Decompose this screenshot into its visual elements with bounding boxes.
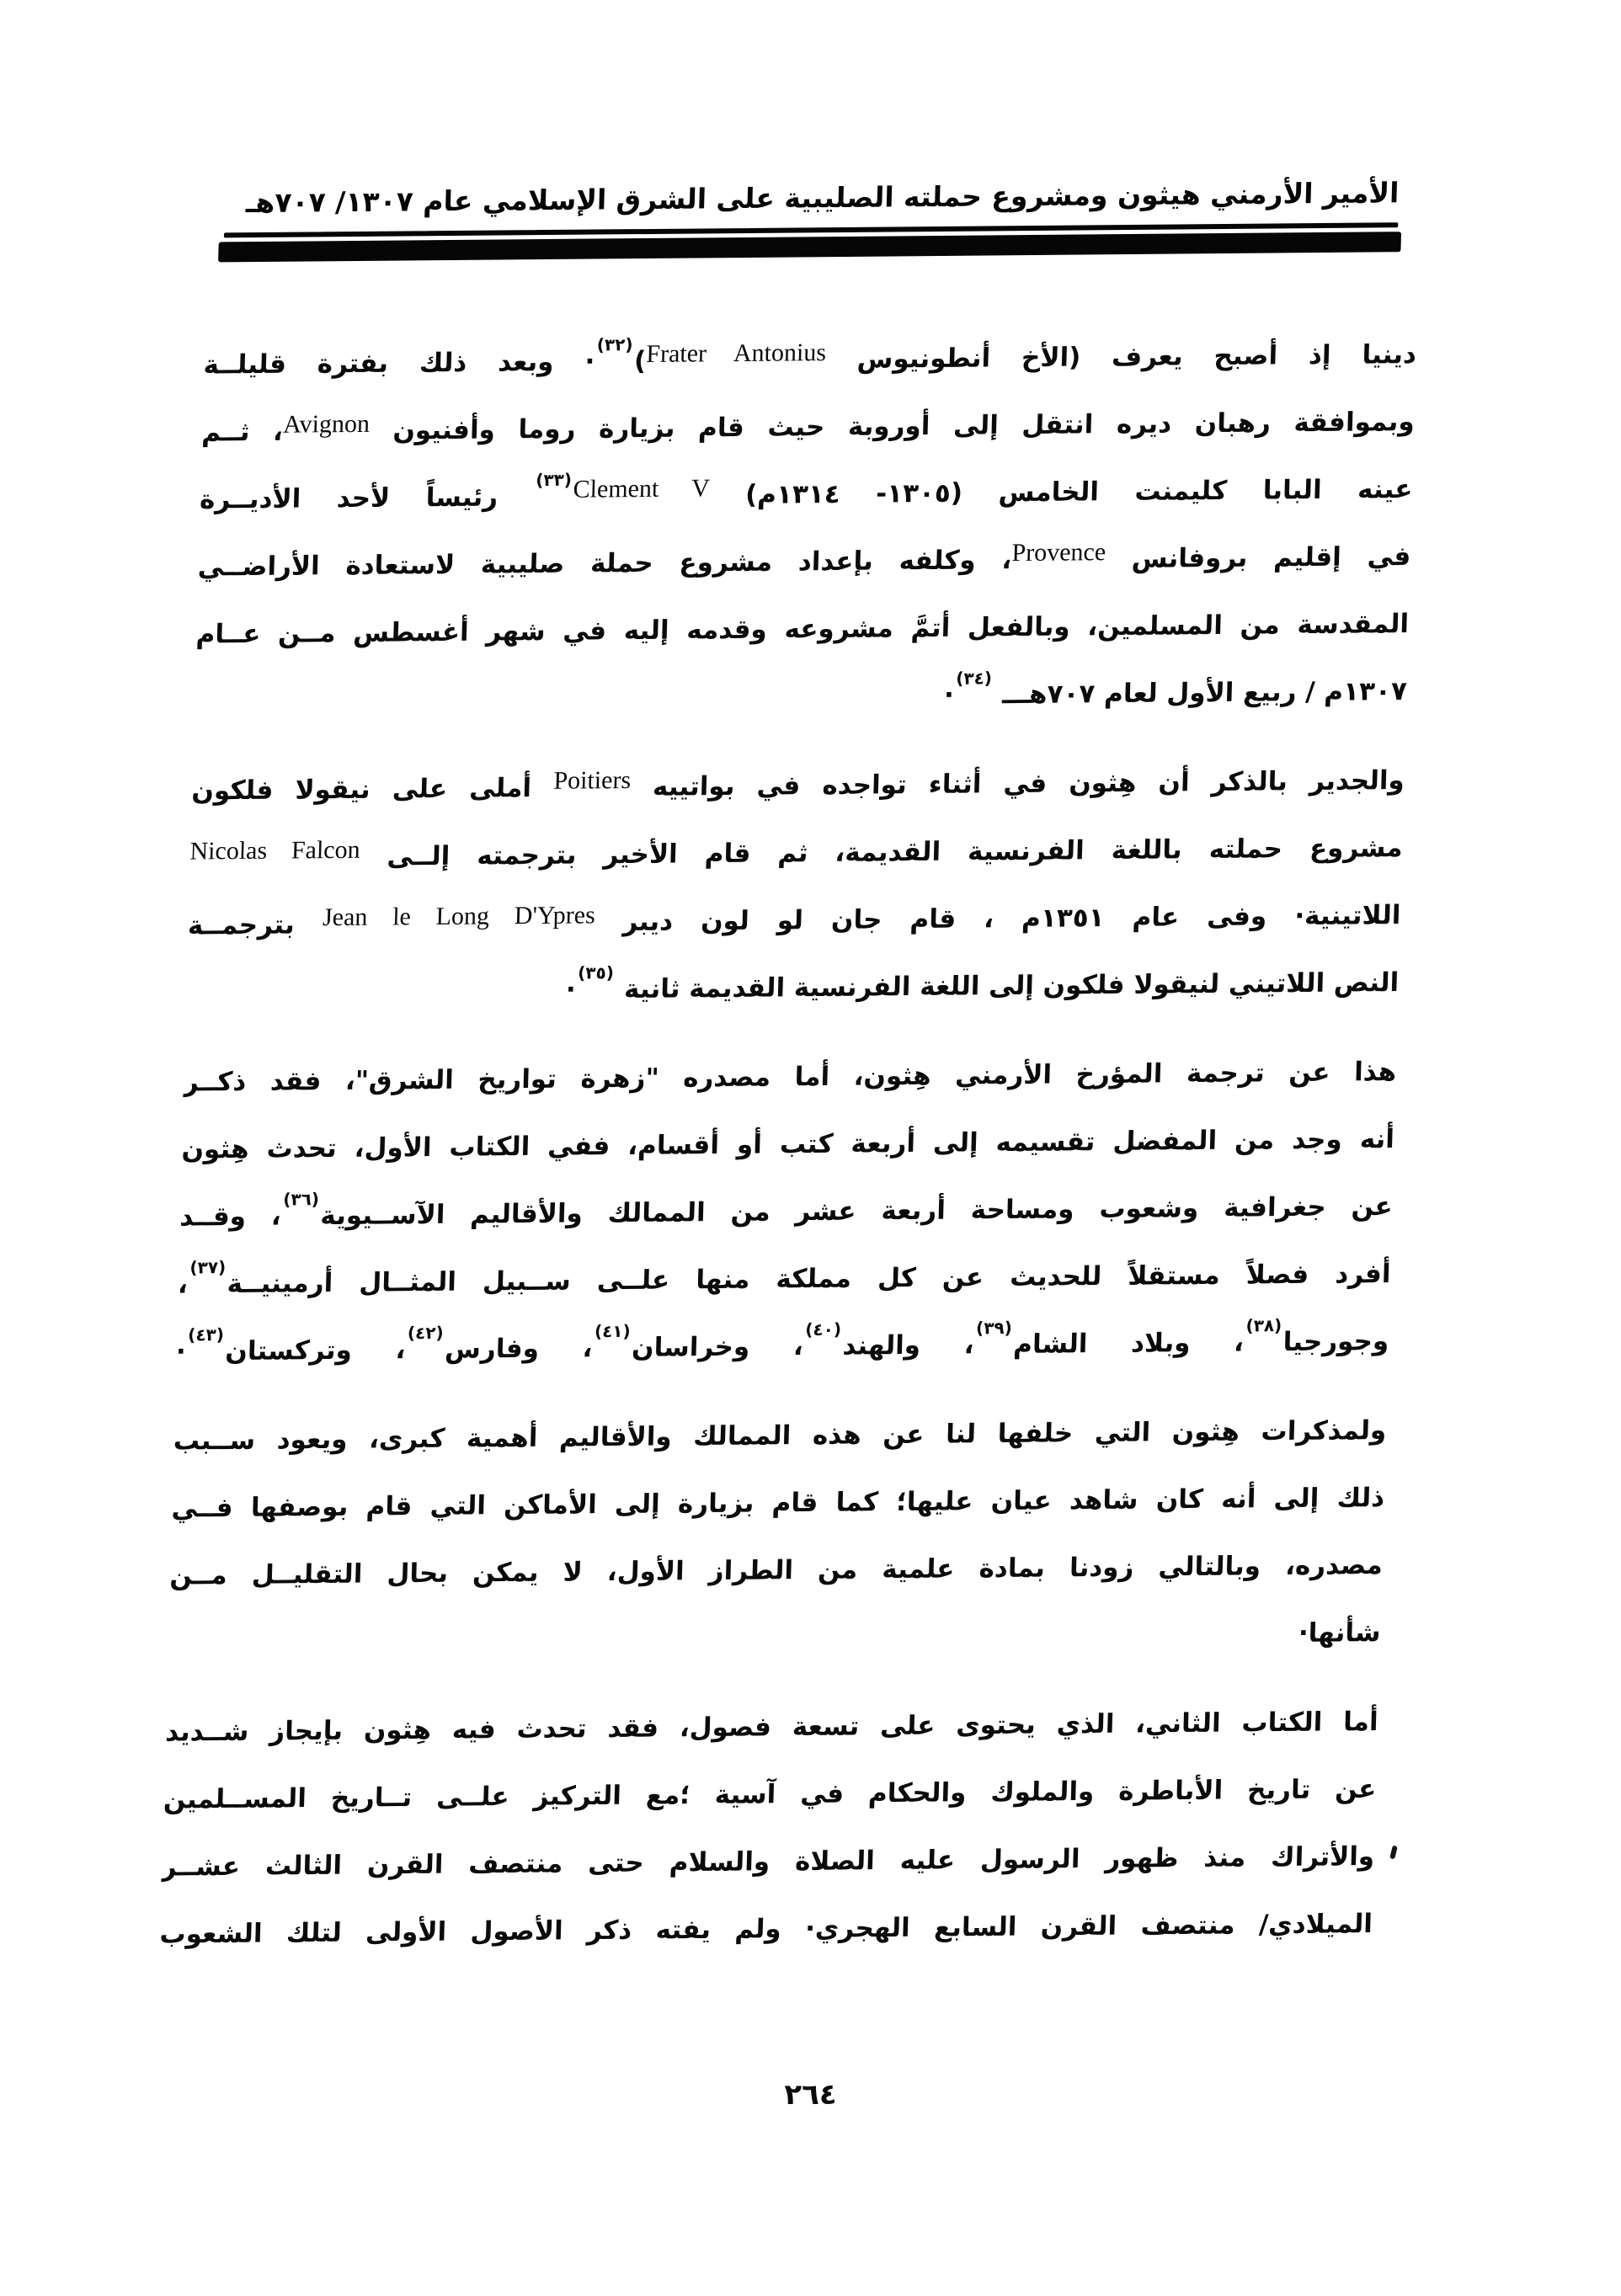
arabic-text: والجدير بالذكر أن هِثون في أثناء تواجده في بواتييه <box>630 765 1405 803</box>
footnote-marker: (٣٨) <box>1245 1315 1282 1336</box>
text-line <box>180 1105 1395 1184</box>
latin-term: Nicolas Falcon <box>189 835 361 866</box>
arabic-text: أنه وجد من المفضل تقسيمه إلى أربعة كتب أو أقسام، ففي الكتاب الأول، تحدث هِثون <box>181 1124 1395 1165</box>
arabic-text: بترجمــة <box>187 909 323 941</box>
arabic-text: ١٣٠٧م / ربيع الأول لعام ٧٠٧هـــ <box>992 676 1408 711</box>
arabic-text: وجورجيا <box>1282 1326 1389 1358</box>
arabic-text: · <box>565 974 577 1005</box>
text-line <box>175 1308 1390 1386</box>
text-line <box>168 1532 1384 1610</box>
arabic-text: مشروع حملته باللغة الفرنسية القديمة، ثم قام الأخير بترجمته إلــى <box>359 833 1404 872</box>
arabic-text: ، وبلاد الشام <box>1012 1327 1245 1361</box>
text-line <box>179 1173 1394 1251</box>
arabic-text: في إقليم بروفانس <box>1105 541 1411 575</box>
arabic-text: ولمذكرات هِثون التي خلفها لنا عن هذه الممالك والأقاليم أهمية كبرى، ويعود ســبب <box>173 1415 1387 1457</box>
scanned-sheet <box>158 173 1421 1990</box>
text-line <box>163 1755 1378 1834</box>
arabic-text: ، ثــم <box>200 416 284 448</box>
footnote-marker: (٣٣) <box>535 469 573 491</box>
arabic-text: الميلادي/ منتصف القرن السابع الهجري· ولم يفته ذكر الأصول الأولى لتلك الشعوب <box>159 1909 1373 1950</box>
arabic-text: أما الكتاب الثاني، الذي يحتوى على تسعة فصول، فقد تحدث فيه هِثون بإيجاز شــديد <box>164 1707 1379 1748</box>
paragraph <box>185 747 1405 1027</box>
arabic-text: دينيا إذ أصبح يعرف (الأخ أنطونيوس <box>825 339 1417 376</box>
arabic-text: اللاتينية· وفى عام ١٣٥١م ، قام جان لو لون ديبر <box>595 900 1401 938</box>
arabic-text: وبموافقة رهبان ديره انتقل إلى أوروبة حيث قام بزيارة روما وأفنيون <box>369 407 1416 447</box>
text-line <box>187 882 1402 960</box>
text-line <box>167 1599 1382 1677</box>
latin-term: Provence <box>1011 538 1106 567</box>
paragraph <box>158 1688 1378 1968</box>
text-line <box>197 523 1412 601</box>
text-line <box>185 949 1400 1027</box>
arabic-text: ) <box>633 346 647 377</box>
arabic-text: ، وكلفه بإعداد مشروع حملة صليبية لاستعادة الأراضــي <box>197 545 1012 583</box>
arabic-text: رئيساً لأحد الأديــرة <box>199 482 535 515</box>
footnote-marker: (٤٠) <box>805 1318 842 1340</box>
latin-term: Poitiers <box>552 766 632 796</box>
text-line <box>173 1397 1388 1475</box>
arabic-text: عن تاريخ الأباطرة والملوك والحكام في آسية ؛مع التركيز علــى تــاريخ المســلمين <box>163 1774 1377 1815</box>
latin-term: Clement V <box>573 474 711 503</box>
arabic-text: ، وتركستان <box>224 1334 406 1367</box>
arabic-text: ذلك إلى أنه كان شاهد عيان عليها؛ كما قام بزيارة إلى الأماكن التي قام بوصفها فــي <box>171 1483 1385 1524</box>
arabic-text: عينه البابا كليمنت الخامس (١٣٠٥- ١٣١٤م) <box>709 474 1413 511</box>
arabic-text: عن جغرافية وشعوب ومساحة أربعة عشر من الممالك والأقاليم الآســيوية <box>319 1191 1394 1232</box>
text-line <box>193 658 1408 736</box>
running-head: الأمير الأرمني هيثون ومشروع حملته الصليبية على الشرق الإسلامي عام ١٣٠٧/ ٧٠٧هـ <box>245 176 1400 220</box>
arabic-text: · وبعد ذلك بفترة قليلــة <box>203 346 595 381</box>
arabic-text: هذا عن ترجمة المؤرخ الأرمني هِثون، أما مصدره "زهرة تواريخ الشرق"، فقد ذكــر <box>183 1057 1397 1098</box>
latin-term: Frater Antonius <box>645 338 827 369</box>
arabic-text: النص اللاتيني لنيقولا فلكون إلى اللغة الفرنسية القديمة ثانية <box>614 967 1400 1005</box>
arabic-text: أملى على نيقولا فلكون <box>191 773 554 807</box>
arabic-text: · <box>943 679 955 711</box>
text-line <box>200 388 1416 466</box>
footnote-marker: (٣٢) <box>596 334 633 355</box>
header-rule-thick <box>218 232 1401 262</box>
text-line <box>164 1688 1379 1766</box>
paragraph <box>193 321 1417 736</box>
arabic-text: ، وفارس <box>444 1333 593 1365</box>
arabic-text: شأنها· <box>1298 1617 1382 1649</box>
arabic-text: · <box>175 1336 187 1367</box>
text-line <box>189 814 1404 892</box>
arabic-text: المقدسة من المسلمين، وبالفعل أتمَّ مشروعه وقدمه إليه في شهر أغسطس مــن عــام <box>195 609 1410 650</box>
text-line <box>171 1464 1386 1542</box>
text-line <box>203 321 1418 399</box>
arabic-text: ، والهند <box>841 1329 975 1361</box>
latin-term: Avignon <box>282 410 371 439</box>
body-text <box>158 321 1417 1968</box>
arabic-text: مصدره، وبالتالي زودنا بمادة علمية من الطراز الأول، لا يمكن بحال التقليــل مــن <box>168 1550 1384 1591</box>
footnote-marker: (٣٧) <box>189 1257 227 1278</box>
page-number: ٢٦٤ <box>784 2078 837 2112</box>
arabic-text: ، وخراسان <box>631 1331 804 1364</box>
page-header <box>206 173 1421 263</box>
text-line <box>158 1890 1373 1968</box>
text-line <box>177 1240 1392 1318</box>
arabic-text: أفرد فصلاً مستقلاً للحديث عن كل مملكة منها علــى ســبيل المثــال أرمينيــة <box>227 1259 1391 1300</box>
arabic-text: ، وقــد <box>179 1201 282 1233</box>
footnote-marker: (٤٢) <box>407 1322 445 1344</box>
text-line <box>183 1038 1398 1116</box>
footnote-marker: (٤٣) <box>187 1324 225 1345</box>
arabic-text: ، <box>177 1269 189 1300</box>
text-line <box>195 590 1410 669</box>
latin-term: Jean le Long D'Ypres <box>322 901 596 932</box>
footnote-marker: (٣٦) <box>282 1189 320 1210</box>
footnote-marker: (٣٩) <box>975 1318 1013 1339</box>
footnote-marker: (٣٤) <box>955 668 993 689</box>
arabic-text: والأتراك منذ ظهور الرسول عليه الصلاة والسلام حتى منتصف القرن الثالث عشــر <box>161 1841 1375 1883</box>
paragraph <box>167 1397 1387 1677</box>
paragraph <box>175 1038 1398 1386</box>
text-line <box>199 455 1414 534</box>
footnote-marker: (٤١) <box>594 1321 632 1342</box>
scan-speck <box>1389 1846 1398 1860</box>
footnote-marker: (٣٥) <box>577 962 615 983</box>
text-line <box>190 747 1405 825</box>
text-line <box>161 1823 1376 1901</box>
